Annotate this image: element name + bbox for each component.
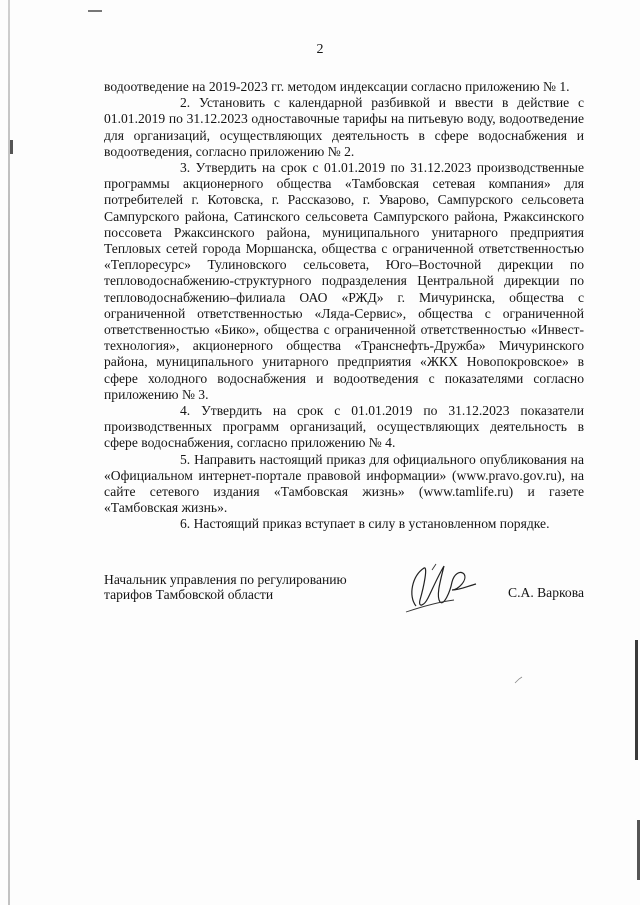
scan-mark bbox=[10, 140, 13, 154]
paragraph-number: 3. bbox=[180, 160, 191, 176]
paragraph-5 bbox=[104, 452, 584, 517]
signature-block bbox=[104, 572, 584, 622]
signatory-title-line: тарифов Тамбовской области bbox=[104, 587, 274, 602]
paragraph-text: Утвердить на срок с 01.01.2019 по 31.12.2023 производственные программы акционерного общества «Тамбовская сетевая компания» для потребителей г. Котовска, г. Рассказово, г. Уварово, Сампурского сельсовета Сампурского района, Сатинского сельсовета Сампурского района, Ржаксинского поссовета Ржаксинского района, муниципального унитарного предприятия Тепловых сетей города Моршанска, общества с ограниченной ответственностью «Теплоресурс» Тулиновского сельсовета, Юго–Восточной дирекции по тепловодоснабжению-структурного подразделения Центральной дирекции по тепловодоснабжению–филиала ОАО «РЖД» г. Мичуринска, общества с ограниченной ответственностью «Ляда-Сервис», общества с ограниченной ответственностью «Бико», общества с ограниченной ответственностью «Инвест-технология», акционерного общества «Транснефть-Дружба» Мичуринского района, муниципального унитарного предприятия «ЖКХ Новопокровское» в сфере холодного водоснабжения и водоотведения с показателями согласно приложению № 3. bbox=[104, 160, 584, 402]
paragraph-2 bbox=[104, 95, 584, 160]
paragraph-number: 5. bbox=[180, 451, 191, 467]
signatory-title-line: Начальник управления по регулированию bbox=[104, 572, 347, 587]
paragraph-number: 6. bbox=[180, 516, 191, 532]
paragraph-text: Настоящий приказ вступает в силу в установленном порядке. bbox=[193, 516, 550, 532]
paragraph-6 bbox=[104, 516, 584, 532]
paragraph-number: 4. bbox=[180, 403, 191, 419]
paragraph-text: водоотведение на 2019-2023 гг. методом индексации согласно приложению № 1. bbox=[104, 79, 570, 94]
page-number: 2 bbox=[316, 42, 324, 57]
paragraph-1-continuation bbox=[104, 79, 584, 95]
scan-edge-artifact bbox=[635, 640, 638, 760]
paragraph-4 bbox=[104, 403, 584, 452]
scan-mark bbox=[514, 676, 524, 684]
paragraph-text: Установить с календарной разбивкой и ввести в действие с 01.01.2019 по 31.12.2023 одноставочные тарифы на питьевую воду, водоотведение для организаций, осуществляющих деятельность в сфере водоснабжения и водоотведения, согласно приложению № 2. bbox=[104, 95, 584, 159]
paragraph-3 bbox=[104, 160, 584, 403]
paragraph-number: 2. bbox=[180, 95, 191, 111]
scan-mark bbox=[88, 10, 102, 12]
paragraph-text: Направить настоящий приказ для официального опубликования на «Официальном интернет-портале правовой информации» (www.pravo.gov.ru), на сайте сетевого издания «Тамбовская жизнь» (www.tamlife.ru) и газете «Тамбовская жизнь». bbox=[104, 451, 584, 516]
scan-edge-artifact bbox=[8, 0, 10, 905]
paragraph-text: Утвердить на срок с 01.01.2019 по 31.12.2023 показатели производственных программ организаций, осуществляющих деятельность в сфере водоснабжения, согласно приложению № 4. bbox=[104, 403, 584, 451]
signatory-name: С.А. Варкова bbox=[508, 585, 584, 600]
handwritten-signature-icon bbox=[394, 556, 494, 620]
document-body bbox=[104, 79, 584, 533]
signatory-title bbox=[104, 572, 347, 602]
